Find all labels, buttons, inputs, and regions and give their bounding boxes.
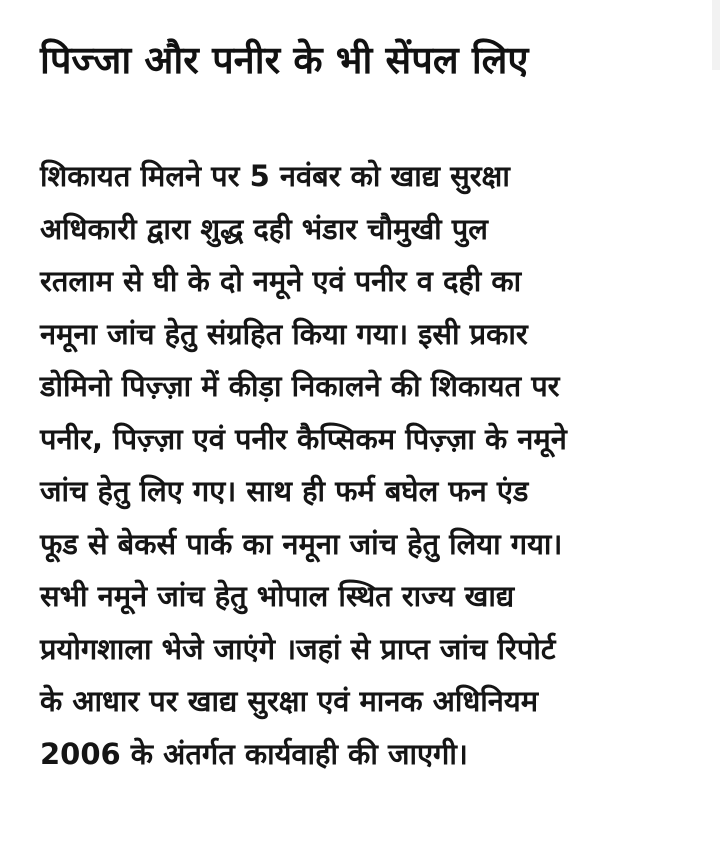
body-line: सभी नमूने जांच हेतु भोपाल स्थित राज्य खाद्य	[40, 579, 515, 613]
scroll-edge	[712, 0, 720, 70]
body-line: पनीर, पिज़्ज़ा एवं पनीर कैप्सिकम पिज़्ज़ा के नमूने	[40, 421, 567, 456]
body-line: नमूना जांच हेतु संग्रहित किया गया। इसी प्रकार	[40, 316, 528, 351]
body-line: 2006 के अंतर्गत कार्यवाही की जाएगी।	[40, 736, 468, 771]
body-line: फूड से बेकर्स पार्क का नमूना जांच हेतु लिया गया।	[40, 526, 563, 561]
body-line: जांच हेतु लिए गए। साथ ही फर्म बघेल फन एंड	[40, 474, 529, 508]
body-line: प्रयोगशाला भेजे जाएंगे ।जहां से प्राप्त जांच रिपोर्ट	[40, 631, 556, 666]
body-line: के आधार पर खाद्य सुरक्षा एवं मानक अधिनियम	[40, 684, 539, 718]
body-line: अधिकारी द्वारा शुद्ध दही भंडार चौमुखी पुल	[40, 211, 488, 246]
body-line: डोमिनो पिज़्ज़ा में कीड़ा निकालने की शिकायत पर	[40, 369, 560, 403]
article-headline: पिज्जा और पनीर के भी सेंपल लिए	[40, 38, 529, 82]
body-line: रतलाम से घी के दो नमूने एवं पनीर व दही का	[40, 264, 522, 298]
body-line: शिकायत मिलने पर 5 नवंबर को खाद्य सुरक्षा	[40, 159, 510, 193]
article-body	[40, 150, 700, 780]
